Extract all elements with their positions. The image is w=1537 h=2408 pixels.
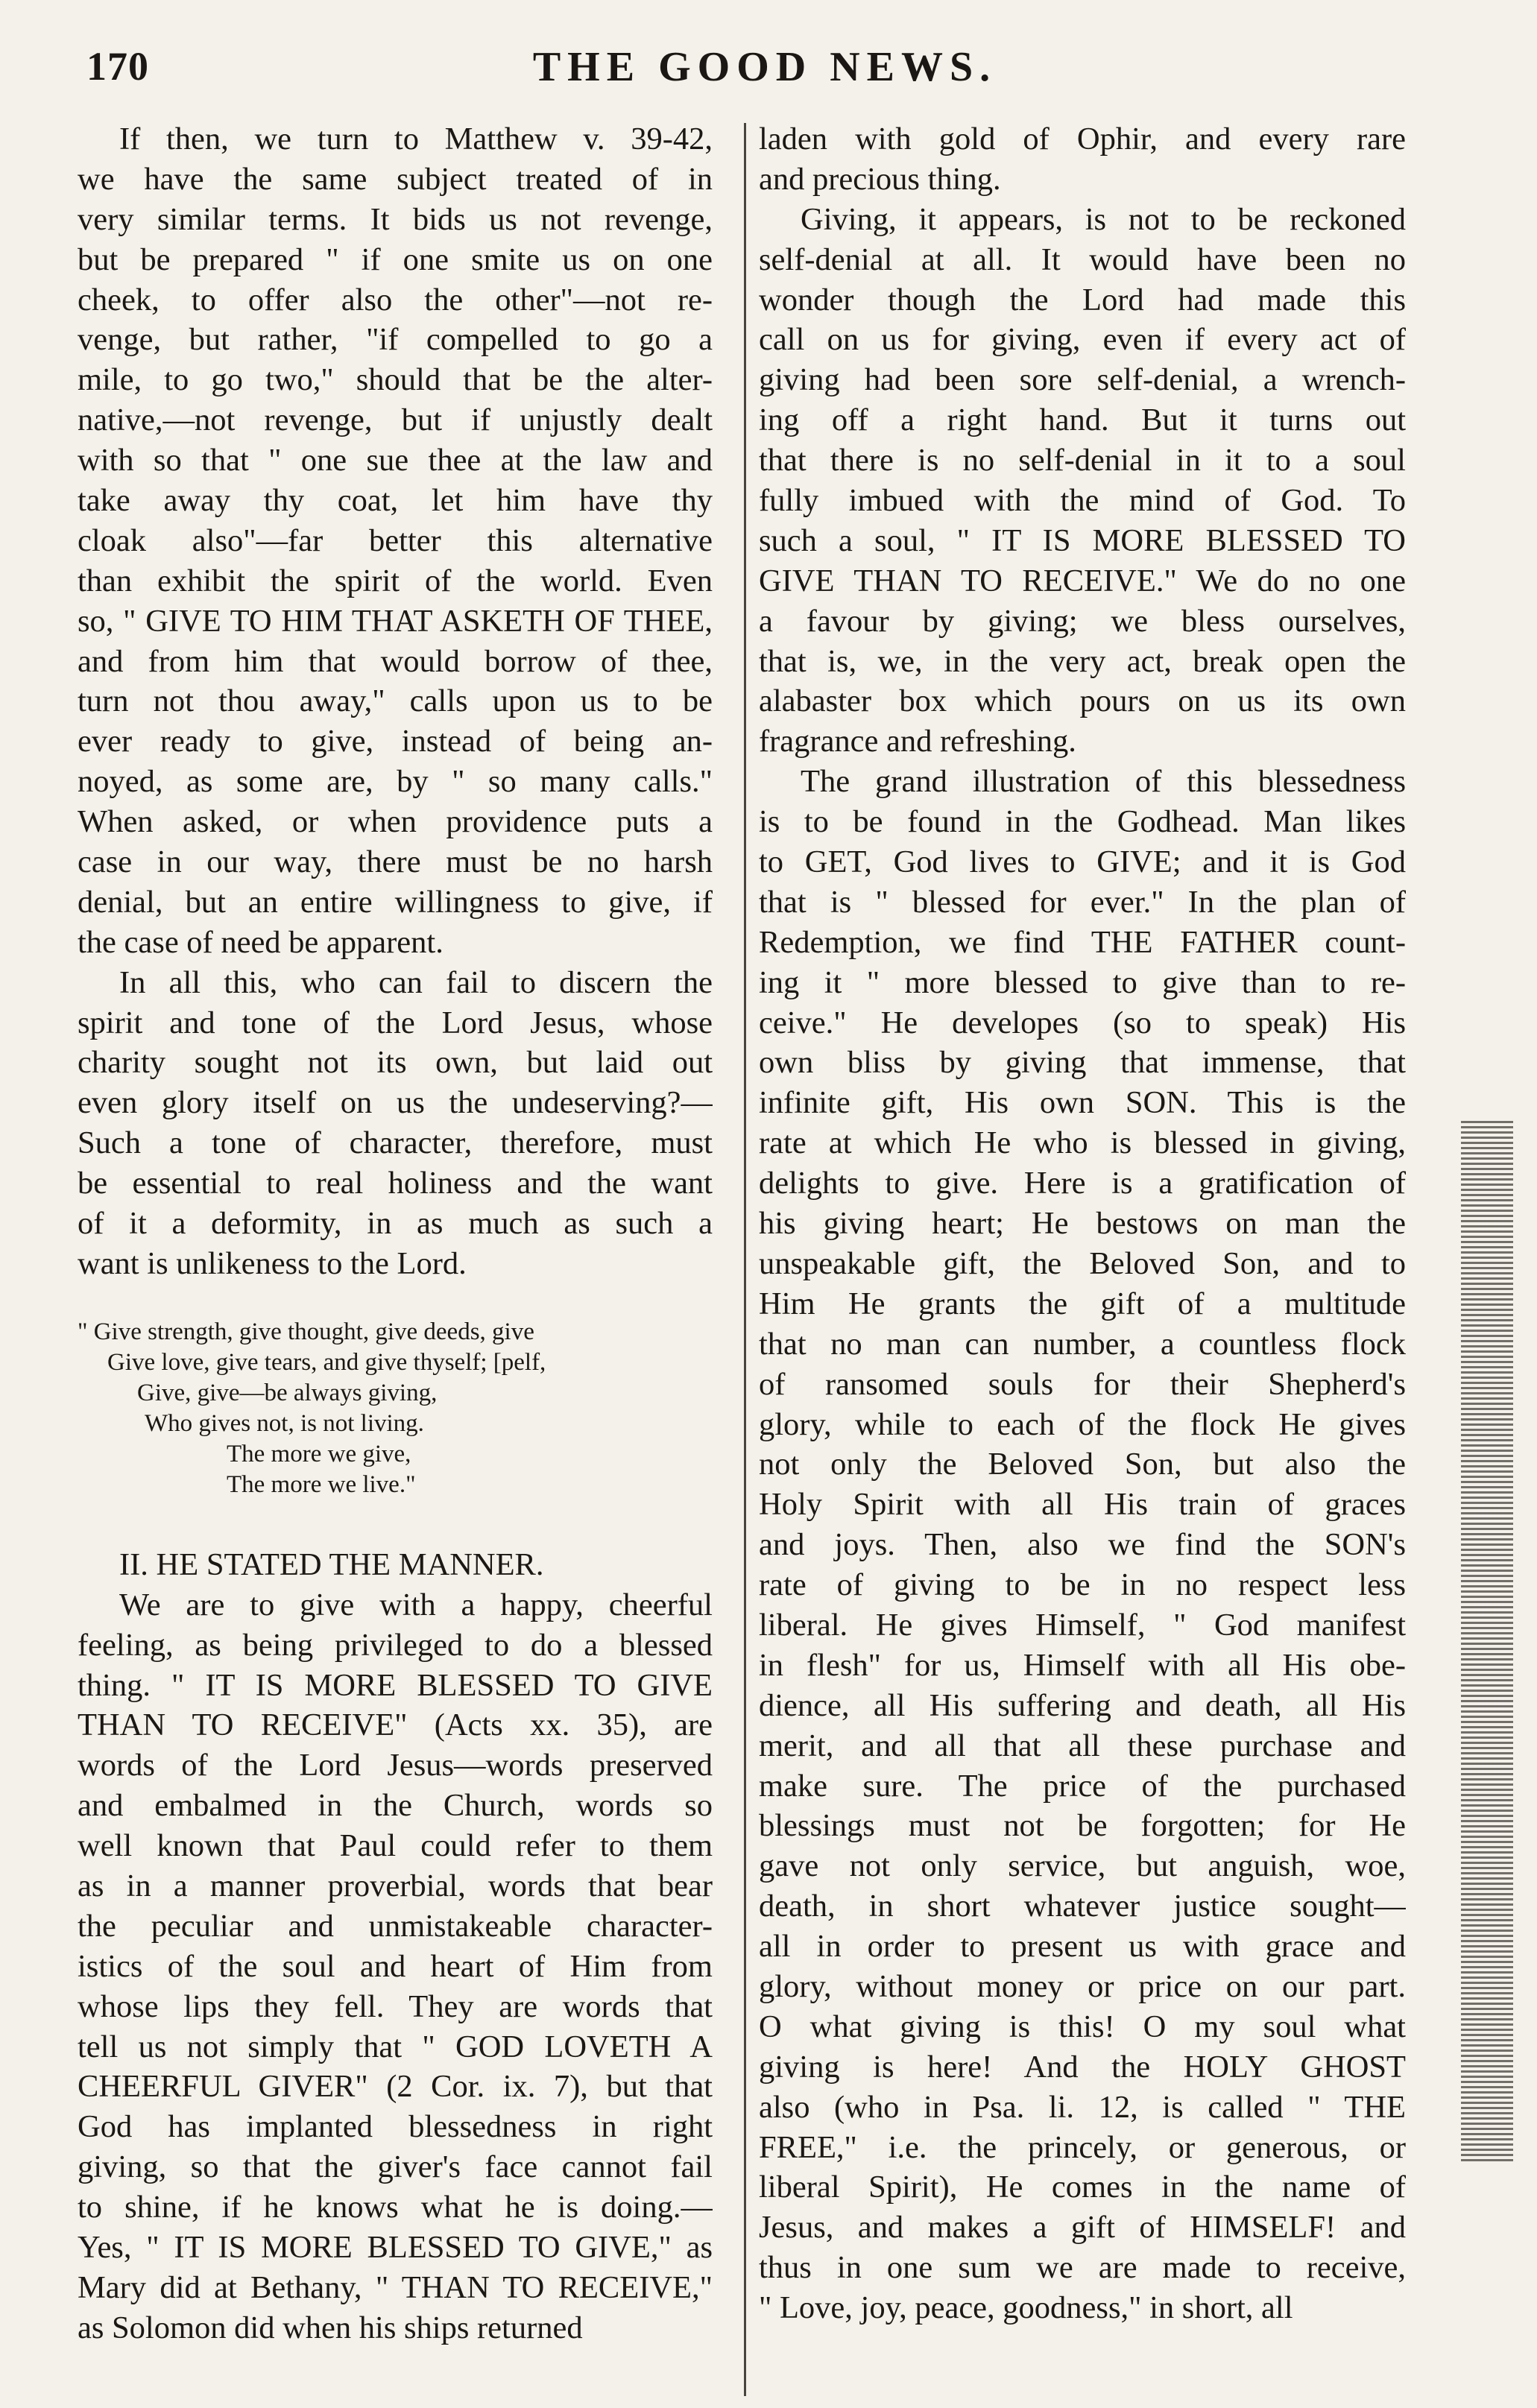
- text-line: but be prepared " if one smite us on one: [78, 241, 713, 277]
- text-line: liberal. He gives Himself, " God manifest: [759, 1607, 1406, 1643]
- text-line: cheek, to offer also the other"—not re-: [78, 282, 713, 317]
- text-line: When asked, or when providence puts a: [78, 804, 713, 840]
- text-line: " Love, joy, peace, goodness," in short, all: [759, 2290, 1293, 2326]
- right-column: [759, 119, 1406, 2328]
- text-line: Jesus, and makes a gift of HIMSELF! and: [759, 2210, 1406, 2246]
- text-line: turn not thou away," calls upon us to be: [78, 683, 713, 719]
- poem-line: Who gives not, is not living.: [145, 1409, 424, 1437]
- text-line: Yes, " IT IS MORE BLESSED TO GIVE," as: [78, 2229, 713, 2265]
- text-line: words of the Lord Jesus—words preserved: [78, 1748, 713, 1783]
- text-line: cloak also"—far better this alternative: [78, 522, 713, 558]
- text-line: even glory itself on us the undeserving?—: [78, 1085, 713, 1121]
- text-line: giving is here! And the HOLY GHOST: [759, 2049, 1406, 2085]
- poem-line: " Give strength, give thought, give deeds, give: [78, 1318, 534, 1345]
- text-line: GIVE THAN TO RECEIVE." We do no one: [759, 563, 1406, 598]
- text-line: that no man can number, a countless flock: [759, 1326, 1406, 1362]
- text-line: so, " GIVE TO HIM THAT ASKETH OF THEE,: [78, 603, 713, 639]
- text-line: in flesh" for us, Himself with all His obe-: [759, 1647, 1406, 1683]
- text-line: thus in one sum we are made to receive,: [759, 2250, 1406, 2286]
- poem-line: The more we give,: [227, 1440, 411, 1467]
- text-line: O what giving is this! O my soul what: [759, 2009, 1406, 2044]
- page-edge-mark: [1461, 1118, 1513, 2161]
- text-line: and from him that would borrow of thee,: [78, 643, 713, 679]
- paragraph: [759, 119, 1406, 200]
- text-line: Giving, it appears, is not to be reckoned: [801, 201, 1406, 237]
- text-line: rate of giving to be in no respect less: [759, 1567, 1406, 1603]
- text-line: that is, we, in the very act, break open the: [759, 643, 1406, 679]
- text-line: self-denial at all. It would have been no: [759, 241, 1406, 277]
- poem-line: The more we live.": [227, 1470, 416, 1498]
- text-line: The grand illustration of this blessedness: [801, 764, 1406, 800]
- text-line: unspeakable gift, the Beloved Son, and to: [759, 1245, 1406, 1281]
- text-line: the peculiar and unmistakeable character-: [78, 1908, 713, 1944]
- text-line: be essential to real holiness and the want: [78, 1166, 713, 1201]
- text-line: In all this, who can fail to discern the: [119, 964, 713, 1000]
- text-line: merit, and all that all these purchase and: [759, 1728, 1406, 1763]
- text-line: own bliss by giving that immense, that: [759, 1045, 1406, 1081]
- paragraph: [78, 1585, 713, 2348]
- text-line: native,—not revenge, but if unjustly dealt: [78, 402, 713, 438]
- text-line: spirit and tone of the Lord Jesus, whose: [78, 1005, 713, 1040]
- text-line: to GET, God lives to GIVE; and it is God: [759, 844, 1406, 880]
- paragraph: [78, 119, 713, 963]
- left-column: [78, 119, 713, 2348]
- text-line: not only the Beloved Son, but also the: [759, 1447, 1406, 1482]
- text-line: ing it " more blessed to give than to re-: [759, 964, 1406, 1000]
- text-line: noyed, as some are, by " so many calls.": [78, 764, 713, 800]
- text-line: and joys. Then, also we find the SON's: [759, 1527, 1406, 1563]
- text-line: take away thy coat, let him have thy: [78, 483, 713, 519]
- text-line: Such a tone of character, therefore, must: [78, 1125, 713, 1161]
- text-line: than exhibit the spirit of the world. Even: [78, 563, 713, 598]
- text-line: and embalmed in the Church, words so: [78, 1788, 713, 1824]
- text-line: We are to give with a happy, cheerful: [119, 1587, 713, 1622]
- text-line: a favour by giving; we bless ourselves,: [759, 603, 1406, 639]
- text-line: death, in short whatever justice sought—: [759, 1889, 1406, 1924]
- text-line: liberal Spirit), He comes in the name of: [759, 2170, 1406, 2205]
- text-line: Him He grants the gift of a multitude: [759, 1286, 1406, 1321]
- text-line: tell us not simply that " GOD LOVETH A: [78, 2029, 713, 2064]
- text-line: his giving heart; He bestows on man the: [759, 1206, 1406, 1242]
- text-line: whose lips they fell. They are words that: [78, 1988, 713, 2024]
- text-line: call on us for giving, even if every act of: [759, 322, 1406, 358]
- text-line: that is " blessed for ever." In the plan of: [759, 884, 1406, 920]
- text-line: such a soul, " IT IS MORE BLESSED TO: [759, 522, 1406, 558]
- paragraph: [759, 762, 1406, 2328]
- text-line: THAN TO RECEIVE" (Acts xx. 35), are: [78, 1707, 713, 1743]
- paragraph: [78, 963, 713, 1284]
- text-line: wonder though the Lord had made this: [759, 282, 1406, 317]
- section-heading: II. HE STATED THE MANNER.: [119, 1546, 544, 1582]
- text-line: Holy Spirit with all His train of graces: [759, 1487, 1406, 1523]
- text-line: the case of need be apparent.: [78, 924, 444, 960]
- text-line: rate at which He who is blessed in giving,: [759, 1125, 1406, 1161]
- text-line: to shine, if he knows what he is doing.—: [78, 2190, 713, 2225]
- text-line: that there is no self-denial in it to a soul: [759, 443, 1406, 478]
- text-line: we have the same subject treated of in: [78, 161, 713, 197]
- text-line: God has implanted blessedness in right: [78, 2109, 713, 2145]
- text-line: well known that Paul could refer to them: [78, 1828, 713, 1864]
- text-line: and precious thing.: [759, 161, 1001, 197]
- text-line: Redemption, we find THE FATHER count-: [759, 924, 1406, 960]
- text-line: istics of the soul and heart of Him from: [78, 1948, 713, 1984]
- text-line: mile, to go two," should that be the alter-: [78, 362, 713, 398]
- text-line: alabaster box which pours on us its own: [759, 683, 1406, 719]
- text-line: blessings must not be forgotten; for He: [759, 1808, 1406, 1844]
- text-line: charity sought not its own, but laid out: [78, 1045, 713, 1081]
- text-line: of it a deformity, in as much as such a: [78, 1206, 713, 1242]
- text-line: of ransomed souls for their Shepherd's: [759, 1366, 1406, 1402]
- poem: [78, 1317, 713, 1500]
- text-line: Mary did at Bethany, " THAN TO RECEIVE,": [78, 2269, 713, 2305]
- text-line: If then, we turn to Matthew v. 39-42,: [119, 121, 713, 157]
- text-line: ever ready to give, instead of being an-: [78, 724, 713, 759]
- text-line: ceive." He developes (so to speak) His: [759, 1005, 1406, 1040]
- text-line: is to be found in the Godhead. Man likes: [759, 804, 1406, 840]
- text-line: all in order to present us with grace and: [759, 1929, 1406, 1965]
- text-line: giving had been sore self-denial, a wrench-: [759, 362, 1406, 398]
- text-line: giving, so that the giver's face cannot fail: [78, 2149, 713, 2185]
- poem-line: Give, give—be always giving,: [137, 1379, 438, 1406]
- text-line: with so that " one sue thee at the law and: [78, 443, 713, 478]
- text-line: infinite gift, His own SON. This is the: [759, 1085, 1406, 1121]
- running-head: THE GOOD NEWS.: [532, 44, 997, 90]
- text-line: make sure. The price of the purchased: [759, 1768, 1406, 1804]
- text-line: as Solomon did when his ships returned: [78, 2310, 583, 2345]
- text-line: denial, but an entire willingness to give, if: [78, 884, 713, 920]
- text-line: FREE," i.e. the princely, or generous, or: [759, 2129, 1406, 2165]
- text-line: venge, but rather, "if compelled to go a: [78, 322, 713, 358]
- text-line: fully imbued with the mind of God. To: [759, 483, 1406, 519]
- text-line: delights to give. Here is a gratification of: [759, 1166, 1406, 1201]
- poem-line: Give love, give tears, and give thyself; [pelf,: [107, 1348, 546, 1376]
- text-line: want is unlikeness to the Lord.: [78, 1245, 467, 1281]
- text-line: CHEERFUL GIVER" (2 Cor. ix. 7), but that: [78, 2069, 713, 2105]
- text-line: laden with gold of Ophir, and every rare: [759, 121, 1406, 157]
- text-line: very similar terms. It bids us not revenge,: [78, 201, 713, 237]
- text-line: ing off a right hand. But it turns out: [759, 402, 1406, 438]
- text-line: feeling, as being privileged to do a blessed: [78, 1627, 713, 1663]
- text-line: also (who in Psa. li. 12, is called " THE: [759, 2089, 1406, 2125]
- page-number: 170: [86, 44, 149, 89]
- text-line: dience, all His suffering and death, all His: [759, 1687, 1406, 1723]
- text-line: fragrance and refreshing.: [759, 724, 1076, 759]
- paragraph: [759, 200, 1406, 762]
- text-line: glory, while to each of the flock He gives: [759, 1406, 1406, 1442]
- column-rule: [744, 123, 746, 2396]
- text-line: gave not only service, but anguish, woe,: [759, 1848, 1406, 1884]
- page-header: [86, 30, 1443, 104]
- text-line: glory, without money or price on our part.: [759, 1968, 1406, 2004]
- text-line: as in a manner proverbial, words that bear: [78, 1868, 713, 1903]
- text-line: case in our way, there must be no harsh: [78, 844, 713, 880]
- text-line: thing. " IT IS MORE BLESSED TO GIVE: [78, 1667, 713, 1703]
